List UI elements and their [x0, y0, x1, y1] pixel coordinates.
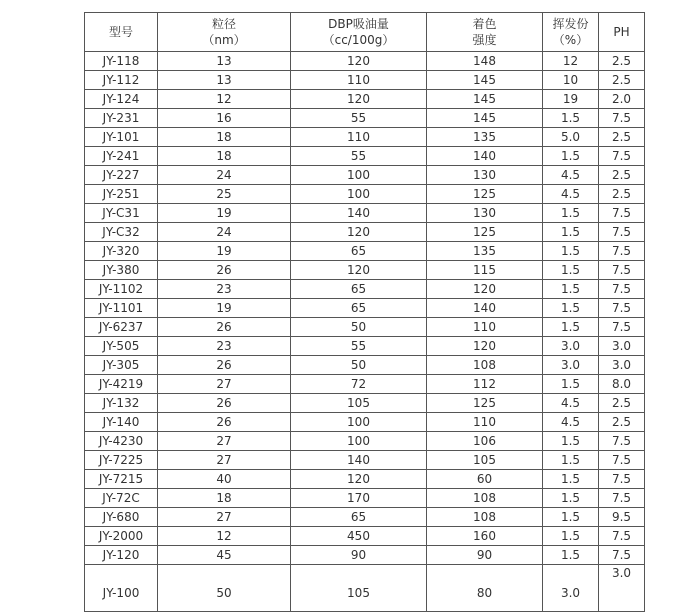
header-line: 着色 — [472, 17, 497, 31]
particle-size-cell: 27 — [158, 451, 291, 470]
dbp-cell: 100 — [291, 413, 427, 432]
dbp-cell: 90 — [291, 546, 427, 565]
ph-cell: 7.5 — [599, 109, 645, 128]
model-cell: JY-124 — [85, 90, 158, 109]
model-cell: JY-231 — [85, 109, 158, 128]
ph-cell: 2.5 — [599, 185, 645, 204]
dbp-cell: 72 — [291, 375, 427, 394]
header-line: 粒径 — [211, 17, 236, 31]
ph-cell: 7.5 — [599, 470, 645, 489]
header-row — [85, 13, 645, 52]
volatile-cell: 3.0 — [543, 565, 599, 612]
spec-table-container — [84, 12, 645, 612]
tinting-strength-cell: 125 — [427, 394, 543, 413]
particle-size-cell: 50 — [158, 565, 291, 612]
ph-cell: 7.5 — [599, 280, 645, 299]
particle-size-cell: 19 — [158, 242, 291, 261]
table-row — [85, 527, 645, 546]
tinting-strength-cell: 125 — [427, 185, 543, 204]
table-row — [85, 508, 645, 527]
tinting-strength-cell: 160 — [427, 527, 543, 546]
dbp-cell: 65 — [291, 508, 427, 527]
ph-cell: 2.5 — [599, 394, 645, 413]
tinting-strength-cell: 135 — [427, 242, 543, 261]
tinting-strength-header — [427, 13, 543, 52]
table-body — [85, 52, 645, 612]
ph-cell: 2.5 — [599, 52, 645, 71]
ph-cell: 2.5 — [599, 166, 645, 185]
dbp-cell: 105 — [291, 394, 427, 413]
particle-size-cell: 27 — [158, 508, 291, 527]
ph-cell: 7.5 — [599, 318, 645, 337]
table-row — [85, 261, 645, 280]
dbp-cell: 120 — [291, 470, 427, 489]
ph-cell: 2.5 — [599, 71, 645, 90]
particle-size-cell: 26 — [158, 318, 291, 337]
model-cell: JY-1102 — [85, 280, 158, 299]
table-row — [85, 128, 645, 147]
ph-cell: 3.0 — [599, 337, 645, 356]
dbp-cell: 105 — [291, 565, 427, 612]
ph-cell: 2.5 — [599, 128, 645, 147]
tinting-strength-cell: 130 — [427, 166, 543, 185]
table-row — [85, 109, 645, 128]
table-row — [85, 166, 645, 185]
volatile-cell: 19 — [543, 90, 599, 109]
volatile-cell: 3.0 — [543, 356, 599, 375]
tinting-strength-cell: 140 — [427, 147, 543, 166]
volatile-cell: 1.5 — [543, 318, 599, 337]
particle-size-cell: 16 — [158, 109, 291, 128]
dbp-cell: 55 — [291, 147, 427, 166]
tinting-strength-cell: 108 — [427, 489, 543, 508]
volatile-header — [543, 13, 599, 52]
tinting-strength-cell: 120 — [427, 337, 543, 356]
header-line: PH — [613, 25, 630, 39]
tinting-strength-cell: 145 — [427, 109, 543, 128]
volatile-cell: 10 — [543, 71, 599, 90]
carbon-black-spec-table — [84, 12, 645, 612]
volatile-cell: 4.5 — [543, 394, 599, 413]
volatile-cell: 1.5 — [543, 223, 599, 242]
tinting-strength-cell: 148 — [427, 52, 543, 71]
model-cell: JY-680 — [85, 508, 158, 527]
particle-size-cell: 19 — [158, 299, 291, 318]
dbp-cell: 140 — [291, 204, 427, 223]
tinting-strength-cell: 140 — [427, 299, 543, 318]
particle-size-cell: 23 — [158, 337, 291, 356]
particle-size-cell: 40 — [158, 470, 291, 489]
tinting-strength-cell: 80 — [427, 565, 543, 612]
tinting-strength-cell: 120 — [427, 280, 543, 299]
header-line: 挥发份 — [552, 17, 589, 31]
model-cell: JY-320 — [85, 242, 158, 261]
tinting-strength-cell: 110 — [427, 413, 543, 432]
volatile-cell: 1.5 — [543, 470, 599, 489]
model-cell: JY-305 — [85, 356, 158, 375]
model-cell: JY-100 — [85, 565, 158, 612]
table-row — [85, 375, 645, 394]
dbp-cell: 110 — [291, 128, 427, 147]
tinting-strength-cell: 135 — [427, 128, 543, 147]
model-cell: JY-101 — [85, 128, 158, 147]
ph-cell: 7.5 — [599, 489, 645, 508]
volatile-cell: 4.5 — [543, 185, 599, 204]
model-header — [85, 13, 158, 52]
table-row — [85, 204, 645, 223]
particle-size-cell: 23 — [158, 280, 291, 299]
volatile-cell: 1.5 — [543, 280, 599, 299]
volatile-cell: 1.5 — [543, 451, 599, 470]
volatile-cell: 1.5 — [543, 489, 599, 508]
ph-cell: 7.5 — [599, 223, 645, 242]
particle-size-cell: 26 — [158, 261, 291, 280]
tinting-strength-cell: 110 — [427, 318, 543, 337]
volatile-cell: 1.5 — [543, 375, 599, 394]
tinting-strength-cell: 145 — [427, 71, 543, 90]
volatile-cell: 1.5 — [543, 527, 599, 546]
ph-cell: 3.0 — [599, 356, 645, 375]
volatile-cell: 12 — [543, 52, 599, 71]
tinting-strength-cell: 105 — [427, 451, 543, 470]
dbp-cell: 100 — [291, 432, 427, 451]
model-cell: JY-227 — [85, 166, 158, 185]
ph-cell: 8.0 — [599, 375, 645, 394]
table-row — [85, 337, 645, 356]
ph-cell: 7.5 — [599, 451, 645, 470]
table-row — [85, 451, 645, 470]
ph-cell: 9.5 — [599, 508, 645, 527]
particle-size-cell: 13 — [158, 52, 291, 71]
tinting-strength-cell: 108 — [427, 356, 543, 375]
particle-size-cell: 27 — [158, 432, 291, 451]
table-row — [85, 356, 645, 375]
volatile-cell: 1.5 — [543, 242, 599, 261]
table-row — [85, 565, 645, 612]
volatile-cell: 1.5 — [543, 546, 599, 565]
particle-size-cell: 45 — [158, 546, 291, 565]
ph-cell: 7.5 — [599, 242, 645, 261]
dbp-cell: 50 — [291, 318, 427, 337]
table-row — [85, 299, 645, 318]
dbp-cell: 65 — [291, 299, 427, 318]
model-cell: JY-118 — [85, 52, 158, 71]
table-row — [85, 52, 645, 71]
table-row — [85, 147, 645, 166]
dbp-cell: 170 — [291, 489, 427, 508]
volatile-cell: 5.0 — [543, 128, 599, 147]
model-cell: JY-6237 — [85, 318, 158, 337]
volatile-cell: 4.5 — [543, 413, 599, 432]
tinting-strength-cell: 145 — [427, 90, 543, 109]
header-line: DBP吸油量 — [328, 17, 389, 31]
table-row — [85, 185, 645, 204]
ph-cell: 3.0 — [599, 565, 645, 612]
dbp-cell: 450 — [291, 527, 427, 546]
dbp-cell: 140 — [291, 451, 427, 470]
dbp-cell: 55 — [291, 337, 427, 356]
particle-size-cell: 25 — [158, 185, 291, 204]
dbp-cell: 100 — [291, 166, 427, 185]
volatile-cell: 1.5 — [543, 109, 599, 128]
particle-size-cell: 26 — [158, 394, 291, 413]
ph-cell: 7.5 — [599, 546, 645, 565]
particle-size-cell: 18 — [158, 489, 291, 508]
tinting-strength-cell: 115 — [427, 261, 543, 280]
header-line: （%） — [552, 33, 589, 47]
dbp-cell: 100 — [291, 185, 427, 204]
model-cell: JY-140 — [85, 413, 158, 432]
model-cell: JY-4230 — [85, 432, 158, 451]
particle-size-cell: 18 — [158, 147, 291, 166]
volatile-cell: 4.5 — [543, 166, 599, 185]
model-cell: JY-1101 — [85, 299, 158, 318]
table-row — [85, 394, 645, 413]
ph-cell: 7.5 — [599, 527, 645, 546]
dbp-cell: 50 — [291, 356, 427, 375]
header-line: 强度 — [472, 33, 497, 47]
ph-header — [599, 13, 645, 52]
model-cell: JY-251 — [85, 185, 158, 204]
particle-size-cell: 18 — [158, 128, 291, 147]
table-row — [85, 318, 645, 337]
model-cell: JY-7215 — [85, 470, 158, 489]
header-line: （nm） — [202, 33, 246, 47]
model-cell: JY-2000 — [85, 527, 158, 546]
table-row — [85, 489, 645, 508]
ph-cell: 7.5 — [599, 261, 645, 280]
ph-cell: 7.5 — [599, 299, 645, 318]
model-cell: JY-241 — [85, 147, 158, 166]
particle-size-cell: 12 — [158, 90, 291, 109]
table-row — [85, 223, 645, 242]
volatile-cell: 1.5 — [543, 261, 599, 280]
dbp-cell: 120 — [291, 261, 427, 280]
ph-cell: 7.5 — [599, 432, 645, 451]
model-cell: JY-112 — [85, 71, 158, 90]
dbp-absorption-header — [291, 13, 427, 52]
dbp-cell: 55 — [291, 109, 427, 128]
volatile-cell: 1.5 — [543, 147, 599, 166]
dbp-cell: 65 — [291, 280, 427, 299]
table-row — [85, 432, 645, 451]
tinting-strength-cell: 60 — [427, 470, 543, 489]
tinting-strength-cell: 125 — [427, 223, 543, 242]
particle-size-cell: 27 — [158, 375, 291, 394]
table-row — [85, 280, 645, 299]
particle-size-cell: 26 — [158, 356, 291, 375]
ph-cell: 2.0 — [599, 90, 645, 109]
volatile-cell: 1.5 — [543, 508, 599, 527]
tinting-strength-cell: 130 — [427, 204, 543, 223]
table-row — [85, 546, 645, 565]
tinting-strength-cell: 90 — [427, 546, 543, 565]
particle-size-cell: 24 — [158, 166, 291, 185]
ph-cell: 2.5 — [599, 413, 645, 432]
volatile-cell: 1.5 — [543, 204, 599, 223]
model-cell: JY-505 — [85, 337, 158, 356]
table-row — [85, 90, 645, 109]
table-row — [85, 71, 645, 90]
model-cell: JY-120 — [85, 546, 158, 565]
table-row — [85, 470, 645, 489]
ph-cell: 7.5 — [599, 147, 645, 166]
particle-size-cell: 13 — [158, 71, 291, 90]
particle-size-cell: 26 — [158, 413, 291, 432]
volatile-cell: 1.5 — [543, 432, 599, 451]
model-cell: JY-72C — [85, 489, 158, 508]
volatile-cell: 1.5 — [543, 299, 599, 318]
header-line: （cc/100g） — [322, 33, 395, 47]
model-cell: JY-C32 — [85, 223, 158, 242]
dbp-cell: 110 — [291, 71, 427, 90]
volatile-cell: 3.0 — [543, 337, 599, 356]
tinting-strength-cell: 112 — [427, 375, 543, 394]
model-cell: JY-C31 — [85, 204, 158, 223]
particle-size-cell: 12 — [158, 527, 291, 546]
dbp-cell: 120 — [291, 223, 427, 242]
model-cell: JY-380 — [85, 261, 158, 280]
model-cell: JY-132 — [85, 394, 158, 413]
model-cell: JY-4219 — [85, 375, 158, 394]
tinting-strength-cell: 108 — [427, 508, 543, 527]
particle-size-header — [158, 13, 291, 52]
ph-cell: 7.5 — [599, 204, 645, 223]
dbp-cell: 120 — [291, 90, 427, 109]
table-row — [85, 242, 645, 261]
dbp-cell: 65 — [291, 242, 427, 261]
table-row — [85, 413, 645, 432]
tinting-strength-cell: 106 — [427, 432, 543, 451]
header-line: 型号 — [108, 25, 133, 39]
model-cell: JY-7225 — [85, 451, 158, 470]
particle-size-cell: 19 — [158, 204, 291, 223]
table-header — [85, 13, 645, 52]
dbp-cell: 120 — [291, 52, 427, 71]
particle-size-cell: 24 — [158, 223, 291, 242]
